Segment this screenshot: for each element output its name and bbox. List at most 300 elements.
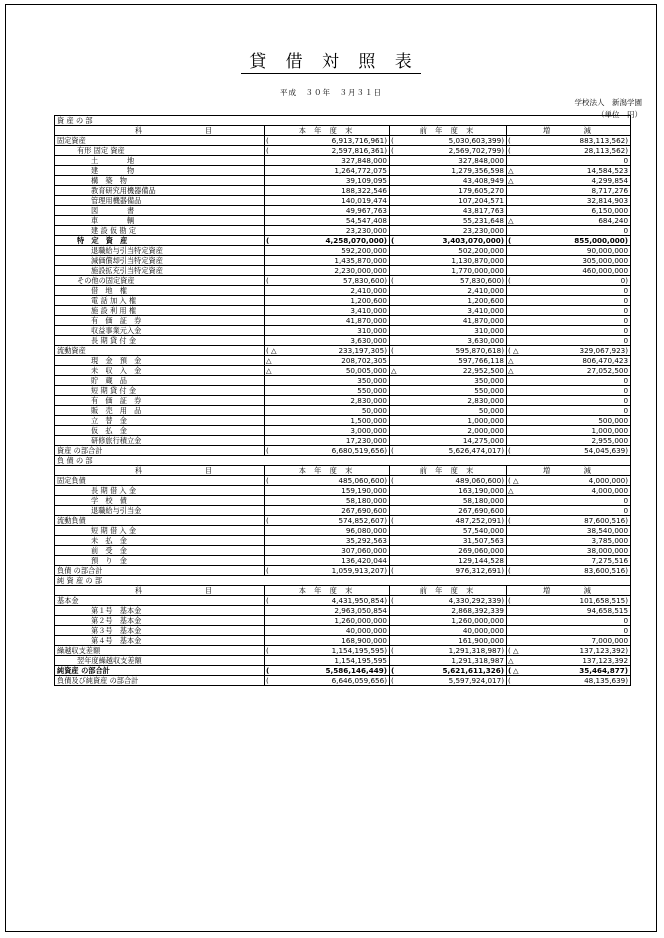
row-label: 立 替 金 [55, 416, 265, 426]
row-label: 第３号 基本金 [55, 626, 265, 636]
close-paren: ) [625, 676, 629, 685]
negative-mark: △ [508, 656, 514, 665]
current-year-cell [265, 646, 390, 656]
amount: 38,540,000 [586, 526, 629, 535]
amount: 22,952,500 [462, 366, 504, 375]
previous-year-cell [390, 446, 507, 456]
row-label: 未 収 入 金 [55, 366, 265, 376]
row-label: 第４号 基本金 [55, 636, 265, 646]
table-row [55, 396, 631, 406]
amount: 4,000,000 [591, 486, 629, 495]
amount: 883,113,562 [579, 136, 626, 145]
amount: 7,000,000 [591, 636, 629, 645]
change-cell [507, 316, 631, 326]
column-header-item-right: 目 [205, 586, 216, 595]
row-label: 長 期 貸 付 金 [55, 336, 265, 346]
row-label: その他の固定資産 [55, 276, 265, 286]
table-row [55, 366, 631, 376]
row-label: 負債 の部合計 [55, 566, 265, 576]
table-row [55, 186, 631, 196]
column-header-item [55, 126, 265, 136]
change-cell [507, 486, 631, 496]
row-label: 販 売 用 品 [55, 406, 265, 416]
amount: 94,658,515 [586, 606, 629, 615]
amount: 3,785,000 [591, 536, 629, 545]
table-row [55, 316, 631, 326]
amount: 597,766,118 [458, 356, 504, 365]
row-label: 現 金 預 金 [55, 356, 265, 366]
amount: 310,000 [357, 326, 387, 335]
column-header-current: 本 年 度 末 [265, 126, 390, 136]
amount: 0 [620, 276, 626, 285]
table-row [55, 356, 631, 366]
amount: 1,279,356,598 [451, 166, 504, 175]
amount: 267,690,600 [341, 506, 387, 515]
amount: 8,717,276 [591, 186, 629, 195]
current-year-cell [265, 426, 390, 436]
close-paren: ) [383, 236, 387, 245]
row-label: 純資産 の部合計 [55, 666, 265, 676]
previous-year-cell [390, 366, 507, 376]
close-paren: ) [383, 666, 387, 675]
table-row [55, 666, 631, 676]
table-row [55, 546, 631, 556]
change-cell [507, 616, 631, 626]
previous-year-cell [390, 516, 507, 526]
amount: 1,770,000,000 [451, 266, 504, 275]
table-row [55, 676, 631, 686]
amount: 48,135,639 [584, 676, 626, 685]
amount: 17,230,000 [345, 436, 387, 445]
change-cell [507, 236, 631, 246]
row-label: 収益事業元入金 [55, 326, 265, 336]
change-cell [507, 396, 631, 406]
table-row [55, 526, 631, 536]
close-paren: ) [625, 346, 629, 355]
table-row [55, 406, 631, 416]
current-year-cell [265, 246, 390, 256]
column-header-current: 本 年 度 末 [265, 586, 390, 596]
amount: 806,470,423 [582, 356, 629, 365]
table-row [55, 236, 631, 246]
amount: 5,626,474,017 [448, 446, 502, 455]
close-paren: ) [625, 276, 629, 285]
row-label: 建 物 [55, 166, 265, 176]
current-year-cell [265, 656, 390, 666]
change-cell [507, 506, 631, 516]
amount: 4,330,292,339 [448, 596, 502, 605]
amount: 5,030,603,399 [448, 136, 502, 145]
row-label: 基本金 [55, 596, 265, 606]
table-row [55, 176, 631, 186]
amount: 489,060,600 [455, 476, 502, 485]
amount: 43,408,949 [462, 176, 504, 185]
close-paren: ) [501, 146, 504, 155]
column-header-item [55, 586, 265, 596]
current-year-cell [265, 176, 390, 186]
row-label: 構 築 物 [55, 176, 265, 186]
negative-mark: △ [508, 356, 514, 365]
column-header-item [55, 466, 265, 476]
open-paren: ( [508, 236, 512, 245]
previous-year-cell [390, 416, 507, 426]
amount: 32,814,903 [586, 196, 629, 205]
table-row [55, 416, 631, 426]
amount: 41,870,000 [345, 316, 387, 325]
amount: 0 [623, 306, 629, 315]
change-cell [507, 666, 631, 676]
current-year-cell [265, 676, 390, 686]
current-year-cell [265, 316, 390, 326]
amount: 595,870,618 [455, 346, 502, 355]
previous-year-cell [390, 176, 507, 186]
open-paren: ( [266, 516, 269, 525]
change-cell [507, 476, 631, 486]
table-row [55, 226, 631, 236]
column-header-change: 増 減 [507, 466, 631, 476]
current-year-cell [265, 666, 390, 676]
amount: 1,130,870,000 [451, 256, 504, 265]
table-row [55, 436, 631, 446]
current-year-cell [265, 596, 390, 606]
current-year-cell [265, 556, 390, 566]
change-cell [507, 196, 631, 206]
close-paren: ) [384, 146, 387, 155]
open-paren: ( [266, 276, 269, 285]
previous-year-cell [390, 326, 507, 336]
amount: 3,630,000 [350, 336, 387, 345]
table-row [55, 196, 631, 206]
amount: 502,200,000 [458, 246, 504, 255]
column-header-item-right: 目 [205, 466, 216, 475]
current-year-cell [265, 506, 390, 516]
amount: 4,258,070,000 [325, 236, 384, 245]
previous-year-cell [390, 256, 507, 266]
close-paren: ) [625, 516, 629, 525]
previous-year-cell [390, 306, 507, 316]
close-paren: ) [501, 676, 504, 685]
row-label: 有形 固定 資産 [55, 146, 265, 156]
table-row [55, 556, 631, 566]
amount: 855,000,000 [574, 236, 625, 245]
amount: 57,830,600 [343, 276, 385, 285]
previous-year-cell [390, 386, 507, 396]
amount: 1,291,318,987 [451, 656, 504, 665]
amount: 101,658,515 [579, 596, 626, 605]
amount: 310,000 [474, 326, 504, 335]
negative-mark: △ [271, 346, 277, 355]
column-header-row [55, 126, 631, 136]
previous-year-cell [390, 656, 507, 666]
row-label: 有 価 証 券 [55, 396, 265, 406]
amount: 5,597,924,017 [448, 676, 502, 685]
amount: 350,000 [474, 376, 504, 385]
section-title: 資 産 の 部 [55, 116, 631, 126]
amount: 3,410,000 [467, 306, 504, 315]
amount: 305,000,000 [582, 256, 629, 265]
open-paren: ( [391, 346, 394, 355]
row-label: 借 地 権 [55, 286, 265, 296]
change-cell [507, 346, 631, 356]
current-year-cell [265, 436, 390, 446]
open-paren: ( [508, 516, 511, 525]
amount: 0 [623, 336, 629, 345]
close-paren: ) [625, 446, 629, 455]
close-paren: ) [624, 236, 629, 245]
currency-unit: （単位 円） [597, 110, 642, 119]
previous-year-cell [390, 596, 507, 606]
negative-mark: △ [508, 486, 514, 495]
table-row [55, 306, 631, 316]
current-year-cell [265, 406, 390, 416]
amount: 163,190,000 [458, 486, 504, 495]
amount: 0 [623, 156, 629, 165]
open-paren: ( [508, 596, 511, 605]
row-label: 翌年度繰越収支差額 [55, 656, 265, 666]
previous-year-cell [390, 626, 507, 636]
close-paren: ) [384, 646, 387, 655]
amount: 2,830,000 [350, 396, 387, 405]
current-year-cell [265, 486, 390, 496]
table-row [55, 496, 631, 506]
amount: 49,967,763 [345, 206, 387, 215]
open-paren: ( [266, 596, 269, 605]
table-row [55, 506, 631, 516]
previous-year-cell [390, 356, 507, 366]
change-cell [507, 636, 631, 646]
row-label: 長 期 借 入 金 [55, 486, 265, 496]
current-year-cell [265, 366, 390, 376]
amount: 208,702,305 [341, 356, 387, 365]
amount: 55,231,648 [462, 216, 504, 225]
open-paren: ( [391, 566, 394, 575]
row-label: 管理用機器備品 [55, 196, 265, 206]
amount: 0 [623, 296, 629, 305]
amount: 233,197,305 [338, 346, 385, 355]
table-row [55, 656, 631, 666]
change-cell [507, 246, 631, 256]
change-cell [507, 206, 631, 216]
amount: 28,113,562 [584, 146, 626, 155]
previous-year-cell [390, 156, 507, 166]
amount: 1,500,000 [350, 416, 387, 425]
previous-year-cell [390, 556, 507, 566]
row-label: 車 輌 [55, 216, 265, 226]
row-label: 貯 蔵 品 [55, 376, 265, 386]
change-cell [507, 516, 631, 526]
amount: 1,154,195,595 [334, 656, 387, 665]
amount: 269,060,000 [458, 546, 504, 555]
table-row [55, 286, 631, 296]
row-label: 固定資産 [55, 136, 265, 146]
negative-mark: △ [391, 366, 397, 375]
previous-year-cell [390, 496, 507, 506]
amount: 327,848,000 [458, 156, 504, 165]
amount: 327,848,000 [341, 156, 387, 165]
current-year-cell [265, 416, 390, 426]
amount: 96,080,000 [345, 526, 387, 535]
column-header-change: 増 減 [507, 126, 631, 136]
close-paren: ) [501, 566, 504, 575]
amount: 58,180,000 [345, 496, 387, 505]
open-paren: ( [266, 566, 269, 575]
open-paren: ( [391, 136, 394, 145]
previous-year-cell [390, 206, 507, 216]
previous-year-cell [390, 636, 507, 646]
amount: 54,045,639 [584, 446, 626, 455]
table-row [55, 476, 631, 486]
change-cell [507, 416, 631, 426]
section-header-row [55, 456, 631, 466]
amount: 485,060,600 [338, 476, 385, 485]
table-row [55, 326, 631, 336]
amount: 0 [623, 626, 629, 635]
change-cell [507, 676, 631, 686]
table-row [55, 616, 631, 626]
current-year-cell [265, 396, 390, 406]
table-row [55, 166, 631, 176]
amount: 6,150,000 [591, 206, 629, 215]
balance-sheet-table [54, 115, 631, 686]
change-cell [507, 656, 631, 666]
amount: 2,830,000 [467, 396, 504, 405]
column-header-item-left: 科 [135, 466, 146, 475]
open-paren: ( [508, 446, 511, 455]
previous-year-cell [390, 606, 507, 616]
current-year-cell [265, 526, 390, 536]
previous-year-cell [390, 246, 507, 256]
current-year-cell [265, 616, 390, 626]
open-paren: ( [266, 676, 269, 685]
current-year-cell [265, 516, 390, 526]
previous-year-cell [390, 406, 507, 416]
row-label: 施設拡充引当特定資産 [55, 266, 265, 276]
row-label: 預 り 金 [55, 556, 265, 566]
column-header-row [55, 466, 631, 476]
change-cell [507, 276, 631, 286]
close-paren: ) [384, 566, 387, 575]
table-row [55, 626, 631, 636]
previous-year-cell [390, 546, 507, 556]
column-header-previous: 前 年 度 末 [390, 466, 507, 476]
amount: 1,059,913,207 [331, 566, 385, 575]
close-paren: ) [384, 346, 387, 355]
close-paren: ) [500, 236, 504, 245]
current-year-cell [265, 236, 390, 246]
amount: 329,067,923 [579, 346, 626, 355]
column-header-previous: 前 年 度 末 [390, 586, 507, 596]
previous-year-cell [390, 146, 507, 156]
open-paren: ( [508, 136, 511, 145]
table-row [55, 156, 631, 166]
negative-mark: △ [508, 366, 514, 375]
document-title: 貸 借 対 照 表 [6, 47, 656, 72]
negative-mark: △ [508, 176, 514, 185]
amount: 140,019,474 [341, 196, 387, 205]
table-row [55, 376, 631, 386]
change-cell [507, 546, 631, 556]
change-cell [507, 266, 631, 276]
change-cell [507, 526, 631, 536]
table-row [55, 386, 631, 396]
previous-year-cell [390, 276, 507, 286]
close-paren: ) [625, 566, 629, 575]
close-paren: ) [625, 476, 629, 485]
change-cell [507, 606, 631, 616]
amount: 1,260,000,000 [334, 616, 387, 625]
amount: 4,299,854 [591, 176, 629, 185]
previous-year-cell [390, 476, 507, 486]
open-paren: ( [391, 446, 394, 455]
row-label: 固定負債 [55, 476, 265, 486]
amount: 550,000 [474, 386, 504, 395]
change-cell [507, 426, 631, 436]
change-cell [507, 176, 631, 186]
open-paren: ( [391, 646, 394, 655]
open-paren: ( [266, 666, 270, 675]
previous-year-cell [390, 436, 507, 446]
amount: 2,597,816,361 [331, 146, 385, 155]
row-label: 施 設 利 用 権 [55, 306, 265, 316]
amount: 137,123,392 [582, 656, 629, 665]
amount: 0 [623, 226, 629, 235]
row-label: 建 設 仮 勘 定 [55, 226, 265, 236]
amount: 1,000,000 [467, 416, 504, 425]
amount: 23,230,000 [345, 226, 387, 235]
previous-year-cell [390, 166, 507, 176]
change-cell [507, 146, 631, 156]
amount: 23,230,000 [462, 226, 504, 235]
amount: 3,000,000 [350, 426, 387, 435]
open-paren: ( [266, 646, 269, 655]
table-row [55, 646, 631, 656]
current-year-cell [265, 196, 390, 206]
amount: 50,000 [478, 406, 504, 415]
amount: 4,431,950,854 [331, 596, 385, 605]
amount: 1,154,195,595 [331, 646, 385, 655]
table-row [55, 136, 631, 146]
amount: 3,403,070,000 [442, 236, 501, 245]
amount: 1,200,600 [350, 296, 387, 305]
negative-mark: △ [508, 216, 514, 225]
row-label: 負債及び純資産 の部合計 [55, 676, 265, 686]
table-row [55, 296, 631, 306]
amount: 50,005,000 [345, 366, 387, 375]
amount: 5,586,146,449 [325, 666, 384, 675]
previous-year-cell [390, 426, 507, 436]
column-header-current: 本 年 度 末 [265, 466, 390, 476]
previous-year-cell [390, 536, 507, 546]
open-paren: ( [508, 566, 511, 575]
current-year-cell [265, 186, 390, 196]
current-year-cell [265, 216, 390, 226]
row-label: 資産 の部合計 [55, 446, 265, 456]
current-year-cell [265, 266, 390, 276]
previous-year-cell [390, 646, 507, 656]
current-year-cell [265, 606, 390, 616]
current-year-cell [265, 566, 390, 576]
previous-year-cell [390, 196, 507, 206]
column-header-previous: 前 年 度 末 [390, 126, 507, 136]
amount: 7,275,516 [591, 556, 629, 565]
current-year-cell [265, 276, 390, 286]
negative-mark: △ [513, 346, 519, 355]
amount: 129,144,528 [458, 556, 504, 565]
amount: 179,605,270 [458, 186, 504, 195]
amount: 976,312,691 [455, 566, 502, 575]
close-paren: ) [501, 516, 504, 525]
amount: 188,322,546 [341, 186, 387, 195]
